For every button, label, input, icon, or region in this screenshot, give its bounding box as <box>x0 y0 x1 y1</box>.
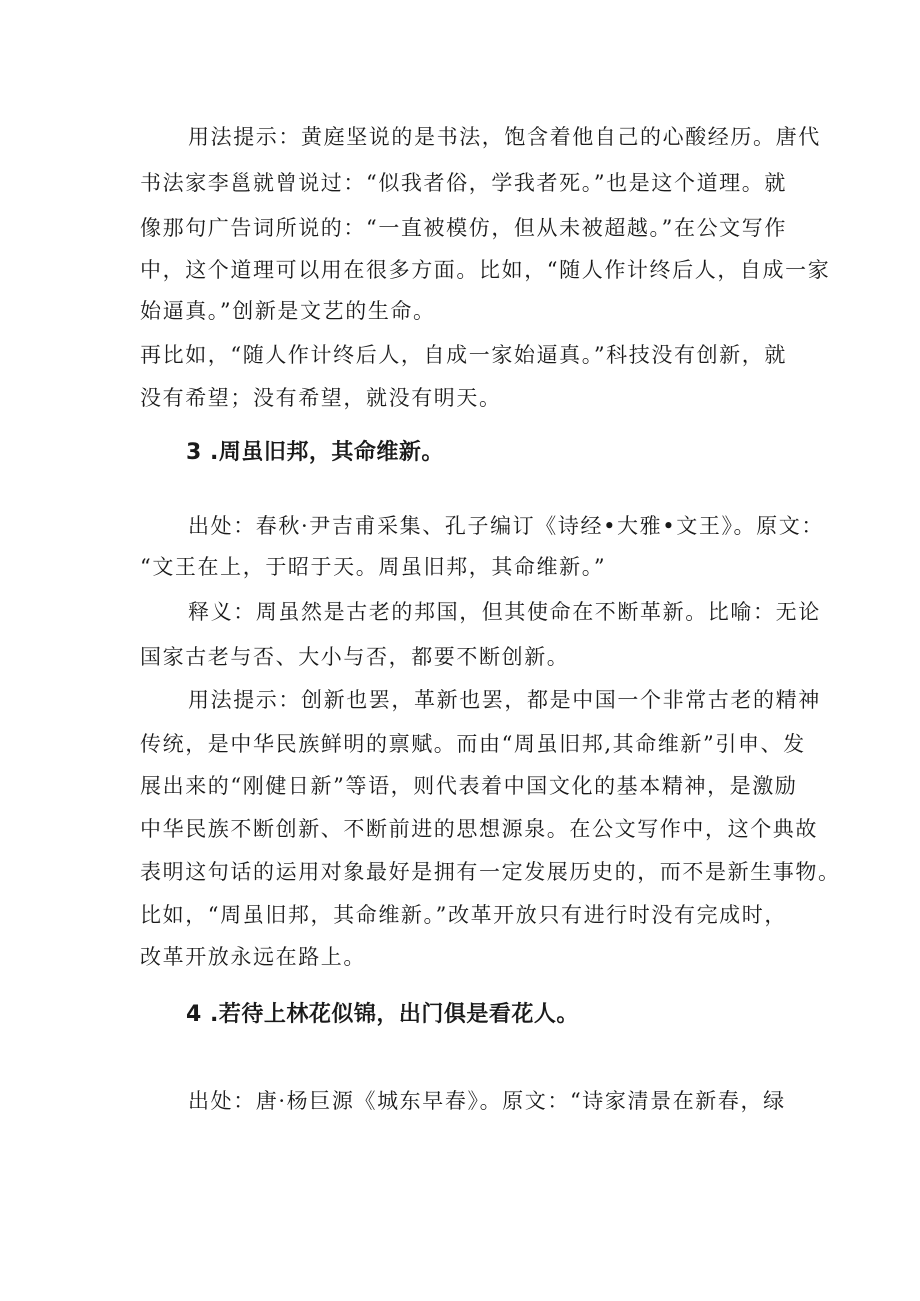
paragraph-line: 传统，是中华民族鲜明的禀赋。而由“周虽旧邦,其命维新”引申、发 <box>140 732 806 756</box>
section-heading-4: 4 .若待上林花似锦，出门俱是看花人。 <box>186 1002 579 1027</box>
paragraph-line: 展出来的“刚健日新”等语，则代表着中国文化的基本精神，是激励 <box>140 774 798 798</box>
paragraph-line: “文王在上，于昭于天。周虽旧邦，其命维新。” <box>140 555 607 579</box>
paragraph-line: 没有希望；没有希望，就没有明天。 <box>140 386 502 410</box>
paragraph-line: 用法提示：黄庭坚说的是书法，饱含着他自己的心酸经历。唐代 <box>188 125 821 149</box>
paragraph-line: 始逼真。”创新是文艺的生命。 <box>140 299 436 323</box>
paragraph-line: 比如，“周虽旧邦，其命维新。”改革开放只有进行时没有完成时， <box>140 903 787 927</box>
paragraph-line: 释义：周虽然是古老的邦国，但其使命在不断革新。比喻：无论 <box>188 600 821 624</box>
paragraph-line: 表明这句话的运用对象最好是拥有一定发展历史的，而不是新生事物。 <box>140 860 841 884</box>
paragraph-line: 出处：唐·杨巨源《城东早春》。原文：“诗家清景在新春，绿 <box>188 1089 786 1113</box>
paragraph-line: 国家古老与否、大小与否，都要不断创新。 <box>140 645 570 669</box>
paragraph-line: 改革开放永远在路上。 <box>140 945 366 969</box>
section-heading-3: 3 .周虽旧邦，其命维新。 <box>186 440 444 465</box>
paragraph-line: 像那句广告词所说的：“一直被模仿，但从未被超越。”在公文写作 <box>140 216 787 240</box>
paragraph-line: 中华民族不断创新、不断前进的思想源泉。在公文写作中，这个典故 <box>140 817 818 841</box>
paragraph-line: 书法家李邕就曾说过：“似我者俗，学我者死。”也是这个道理。就 <box>140 171 787 195</box>
paragraph-line: 中，这个道理可以用在很多方面。比如，“随人作计终后人，自成一家 <box>140 258 831 282</box>
paragraph-line: 再比如，“随人作计终后人，自成一家始逼真。”科技没有创新，就 <box>140 343 787 367</box>
paragraph-line: 用法提示：创新也罢，革新也罢，都是中国一个非常古老的精神 <box>188 688 821 712</box>
paragraph-line: 出处：春秋·尹吉甫采集、孔子编订《诗经•大雅•文王》。原文： <box>188 514 824 538</box>
